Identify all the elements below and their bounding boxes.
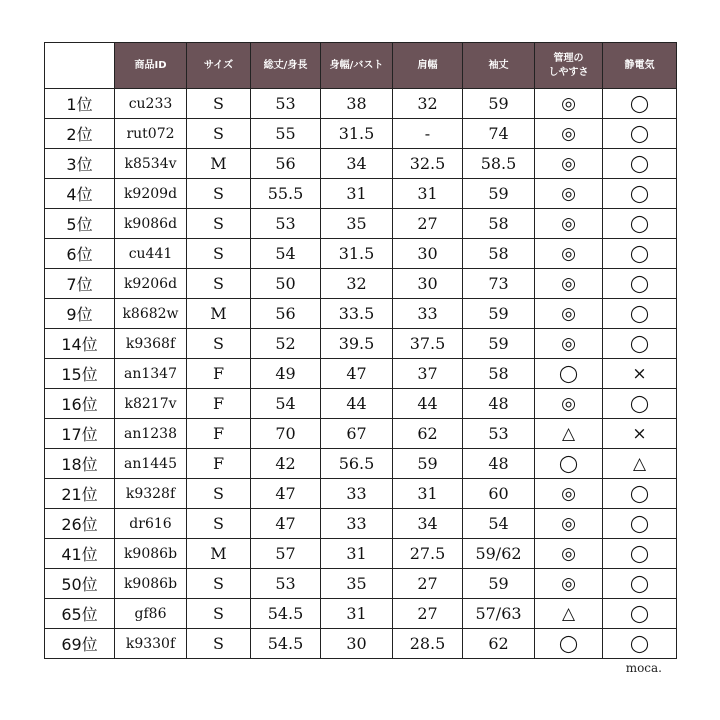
- header-sleeve: 袖丈: [463, 43, 535, 89]
- care-rating-cell: ◎: [535, 509, 603, 539]
- width-cell: 31: [321, 599, 393, 629]
- shoulder-cell: 27: [393, 569, 463, 599]
- sleeve-cell: 59: [463, 569, 535, 599]
- static-rating-cell: ◯: [603, 509, 677, 539]
- width-cell: 30: [321, 629, 393, 659]
- length-cell: 52: [251, 329, 321, 359]
- shoulder-cell: 44: [393, 389, 463, 419]
- table-row: [45, 569, 677, 599]
- size-cell: M: [187, 149, 251, 179]
- sleeve-cell: 73: [463, 269, 535, 299]
- sleeve-cell: 58.5: [463, 149, 535, 179]
- sleeve-cell: 62: [463, 629, 535, 659]
- size-cell: S: [187, 179, 251, 209]
- shoulder-cell: 34: [393, 509, 463, 539]
- width-cell: 39.5: [321, 329, 393, 359]
- size-cell: S: [187, 119, 251, 149]
- size-cell: S: [187, 599, 251, 629]
- shoulder-cell: 32: [393, 89, 463, 119]
- shoulder-cell: 27: [393, 599, 463, 629]
- rank-cell: 15位: [45, 359, 115, 389]
- table-body: [45, 89, 677, 659]
- header-size: サイズ: [187, 43, 251, 89]
- size-cell: F: [187, 419, 251, 449]
- static-rating-cell: △: [603, 449, 677, 479]
- table-row: [45, 389, 677, 419]
- shoulder-cell: 59: [393, 449, 463, 479]
- size-cell: F: [187, 359, 251, 389]
- header-static: 静電気: [603, 43, 677, 89]
- product-id-cell: k9209d: [115, 179, 187, 209]
- length-cell: 53: [251, 569, 321, 599]
- rank-cell: 6位: [45, 239, 115, 269]
- shoulder-cell: 31: [393, 179, 463, 209]
- header-ease-of-care: 管理の しやすさ: [535, 43, 603, 89]
- rank-cell: 21位: [45, 479, 115, 509]
- product-id-cell: k9086d: [115, 209, 187, 239]
- rank-cell: 5位: [45, 209, 115, 239]
- table-row: [45, 299, 677, 329]
- product-id-cell: cu441: [115, 239, 187, 269]
- width-cell: 31.5: [321, 119, 393, 149]
- table-row: [45, 449, 677, 479]
- rank-cell: 3位: [45, 149, 115, 179]
- width-cell: 34: [321, 149, 393, 179]
- care-rating-cell: ◎: [535, 569, 603, 599]
- length-cell: 53: [251, 89, 321, 119]
- width-cell: 67: [321, 419, 393, 449]
- length-cell: 47: [251, 479, 321, 509]
- width-cell: 33: [321, 509, 393, 539]
- length-cell: 70: [251, 419, 321, 449]
- width-cell: 56.5: [321, 449, 393, 479]
- static-rating-cell: ◯: [603, 479, 677, 509]
- size-cell: S: [187, 569, 251, 599]
- table-row: [45, 239, 677, 269]
- table-row: [45, 209, 677, 239]
- care-rating-cell: ◎: [535, 539, 603, 569]
- size-cell: S: [187, 329, 251, 359]
- sleeve-cell: 59/62: [463, 539, 535, 569]
- table-row: [45, 179, 677, 209]
- static-rating-cell: ◯: [603, 389, 677, 419]
- sleeve-cell: 48: [463, 449, 535, 479]
- size-cell: S: [187, 89, 251, 119]
- shoulder-cell: 62: [393, 419, 463, 449]
- length-cell: 56: [251, 149, 321, 179]
- product-id-cell: cu233: [115, 89, 187, 119]
- sleeve-cell: 54: [463, 509, 535, 539]
- care-rating-cell: ◎: [535, 179, 603, 209]
- care-rating-cell: ◎: [535, 479, 603, 509]
- product-id-cell: gf86: [115, 599, 187, 629]
- product-id-cell: k9086b: [115, 539, 187, 569]
- static-rating-cell: ◯: [603, 89, 677, 119]
- size-cell: S: [187, 239, 251, 269]
- sleeve-cell: 57/63: [463, 599, 535, 629]
- length-cell: 49: [251, 359, 321, 389]
- static-rating-cell: ◯: [603, 149, 677, 179]
- rank-cell: 9位: [45, 299, 115, 329]
- shoulder-cell: 31: [393, 479, 463, 509]
- width-cell: 35: [321, 569, 393, 599]
- static-rating-cell: ◯: [603, 329, 677, 359]
- shoulder-cell: 32.5: [393, 149, 463, 179]
- care-rating-cell: ◎: [535, 119, 603, 149]
- care-rating-cell: ◎: [535, 209, 603, 239]
- table-row: [45, 479, 677, 509]
- shoulder-cell: 37.5: [393, 329, 463, 359]
- width-cell: 31.5: [321, 239, 393, 269]
- width-cell: 33: [321, 479, 393, 509]
- table-row: [45, 269, 677, 299]
- rank-cell: 65位: [45, 599, 115, 629]
- static-rating-cell: ×: [603, 419, 677, 449]
- table-row: [45, 149, 677, 179]
- shoulder-cell: 33: [393, 299, 463, 329]
- corner-cell: [45, 43, 115, 89]
- sleeve-cell: 74: [463, 119, 535, 149]
- sleeve-cell: 60: [463, 479, 535, 509]
- product-id-cell: an1445: [115, 449, 187, 479]
- static-rating-cell: ×: [603, 359, 677, 389]
- length-cell: 54.5: [251, 599, 321, 629]
- care-rating-cell: △: [535, 599, 603, 629]
- product-id-cell: k9206d: [115, 269, 187, 299]
- length-cell: 54.5: [251, 629, 321, 659]
- rank-cell: 2位: [45, 119, 115, 149]
- static-rating-cell: ◯: [603, 539, 677, 569]
- static-rating-cell: ◯: [603, 599, 677, 629]
- rank-cell: 4位: [45, 179, 115, 209]
- sleeve-cell: 58: [463, 359, 535, 389]
- length-cell: 50: [251, 269, 321, 299]
- table-header: [45, 43, 677, 89]
- header-length-height: 総丈/身長: [251, 43, 321, 89]
- width-cell: 32: [321, 269, 393, 299]
- shoulder-cell: 30: [393, 269, 463, 299]
- table-row: [45, 509, 677, 539]
- care-rating-cell: ◎: [535, 269, 603, 299]
- size-cell: M: [187, 539, 251, 569]
- credit-signature: moca.: [625, 661, 662, 675]
- product-id-cell: k8217v: [115, 389, 187, 419]
- care-rating-cell: ◯: [535, 449, 603, 479]
- product-id-cell: k8534v: [115, 149, 187, 179]
- length-cell: 42: [251, 449, 321, 479]
- length-cell: 55: [251, 119, 321, 149]
- sleeve-cell: 59: [463, 329, 535, 359]
- rank-cell: 50位: [45, 569, 115, 599]
- shoulder-cell: 27.5: [393, 539, 463, 569]
- care-rating-cell: ◎: [535, 329, 603, 359]
- width-cell: 47: [321, 359, 393, 389]
- size-cell: M: [187, 299, 251, 329]
- rank-cell: 14位: [45, 329, 115, 359]
- width-cell: 44: [321, 389, 393, 419]
- table-row: [45, 359, 677, 389]
- product-id-cell: an1347: [115, 359, 187, 389]
- header-row: [45, 43, 677, 89]
- sleeve-cell: 53: [463, 419, 535, 449]
- table-row: [45, 599, 677, 629]
- rank-cell: 17位: [45, 419, 115, 449]
- product-id-cell: dr616: [115, 509, 187, 539]
- product-id-cell: an1238: [115, 419, 187, 449]
- length-cell: 55.5: [251, 179, 321, 209]
- width-cell: 33.5: [321, 299, 393, 329]
- care-rating-cell: △: [535, 419, 603, 449]
- size-cell: F: [187, 389, 251, 419]
- care-rating-cell: ◯: [535, 359, 603, 389]
- width-cell: 31: [321, 179, 393, 209]
- table-row: [45, 119, 677, 149]
- shoulder-cell: 30: [393, 239, 463, 269]
- length-cell: 57: [251, 539, 321, 569]
- product-id-cell: k8682w: [115, 299, 187, 329]
- care-rating-cell: ◯: [535, 629, 603, 659]
- rank-cell: 26位: [45, 509, 115, 539]
- table-row: [45, 539, 677, 569]
- static-rating-cell: ◯: [603, 119, 677, 149]
- static-rating-cell: ◯: [603, 179, 677, 209]
- sleeve-cell: 58: [463, 209, 535, 239]
- care-rating-cell: ◎: [535, 149, 603, 179]
- size-cell: F: [187, 449, 251, 479]
- header-product-id: 商品ID: [115, 43, 187, 89]
- shoulder-cell: 28.5: [393, 629, 463, 659]
- table-row: [45, 419, 677, 449]
- static-rating-cell: ◯: [603, 239, 677, 269]
- size-cell: S: [187, 479, 251, 509]
- care-rating-cell: ◎: [535, 239, 603, 269]
- static-rating-cell: ◯: [603, 209, 677, 239]
- sleeve-cell: 59: [463, 179, 535, 209]
- table-row: [45, 89, 677, 119]
- size-cell: S: [187, 209, 251, 239]
- size-cell: S: [187, 509, 251, 539]
- shoulder-cell: -: [393, 119, 463, 149]
- product-id-cell: k9328f: [115, 479, 187, 509]
- rank-cell: 41位: [45, 539, 115, 569]
- width-cell: 38: [321, 89, 393, 119]
- rank-cell: 69位: [45, 629, 115, 659]
- length-cell: 56: [251, 299, 321, 329]
- rank-cell: 18位: [45, 449, 115, 479]
- product-id-cell: k9368f: [115, 329, 187, 359]
- static-rating-cell: ◯: [603, 569, 677, 599]
- product-id-cell: rut072: [115, 119, 187, 149]
- static-rating-cell: ◯: [603, 269, 677, 299]
- product-id-cell: k9086b: [115, 569, 187, 599]
- sleeve-cell: 48: [463, 389, 535, 419]
- rank-cell: 16位: [45, 389, 115, 419]
- sleeve-cell: 59: [463, 299, 535, 329]
- shoulder-cell: 27: [393, 209, 463, 239]
- care-rating-cell: ◎: [535, 89, 603, 119]
- table-row: [45, 629, 677, 659]
- header-width-bust: 身幅/バスト: [321, 43, 393, 89]
- shoulder-cell: 37: [393, 359, 463, 389]
- length-cell: 47: [251, 509, 321, 539]
- width-cell: 35: [321, 209, 393, 239]
- product-id-cell: k9330f: [115, 629, 187, 659]
- sleeve-cell: 58: [463, 239, 535, 269]
- width-cell: 31: [321, 539, 393, 569]
- length-cell: 53: [251, 209, 321, 239]
- static-rating-cell: ◯: [603, 299, 677, 329]
- static-rating-cell: ◯: [603, 629, 677, 659]
- rank-cell: 1位: [45, 89, 115, 119]
- sleeve-cell: 59: [463, 89, 535, 119]
- size-cell: S: [187, 629, 251, 659]
- table-row: [45, 329, 677, 359]
- length-cell: 54: [251, 239, 321, 269]
- size-ranking-table: [44, 42, 677, 659]
- length-cell: 54: [251, 389, 321, 419]
- header-shoulder: 肩幅: [393, 43, 463, 89]
- rank-cell: 7位: [45, 269, 115, 299]
- care-rating-cell: ◎: [535, 389, 603, 419]
- size-cell: S: [187, 269, 251, 299]
- care-rating-cell: ◎: [535, 299, 603, 329]
